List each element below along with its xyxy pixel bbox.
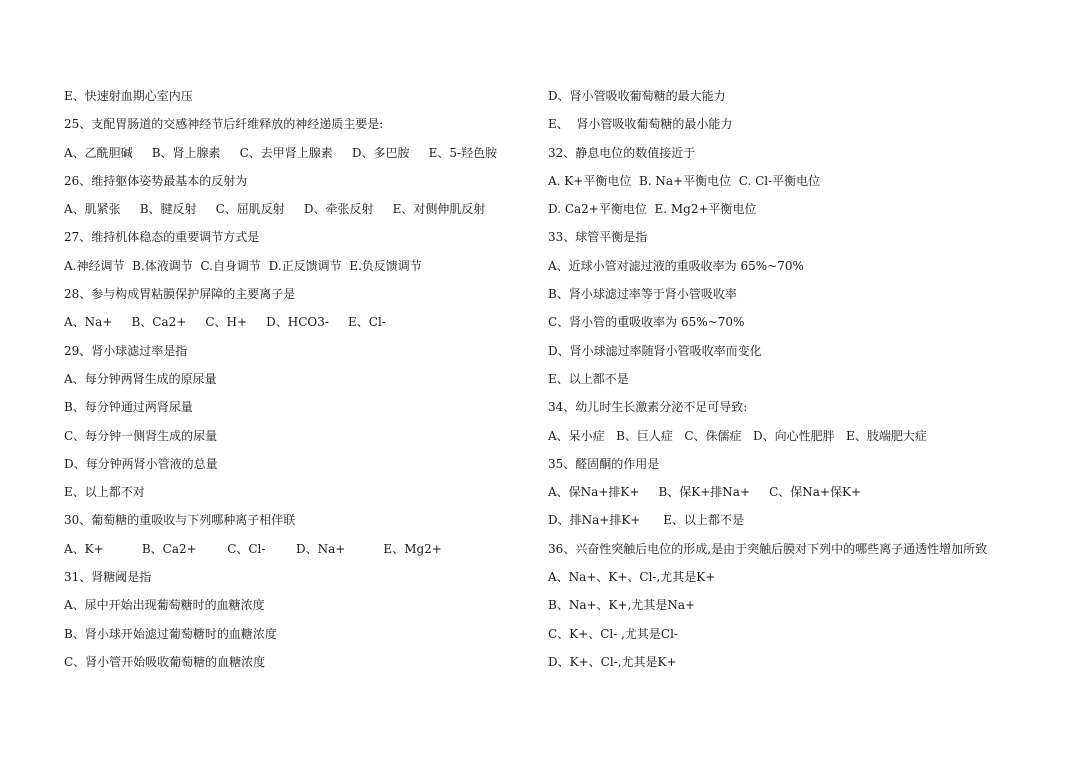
question-31: 31、肾糖阈是指 xyxy=(64,570,152,585)
option-33-a: A、近球小管对滤过液的重吸收率为 65%~70% xyxy=(548,258,804,273)
options-30: A、K+ B、Ca2+ C、Cl- D、Na+ E、Mg2+ xyxy=(64,541,442,556)
option-33-b: B、肾小球滤过率等于肾小管吸收率 xyxy=(548,287,737,302)
option-31-b: B、肾小球开始滤过葡萄糖时的血糖浓度 xyxy=(64,626,277,641)
options-34: A、呆小症 B、巨人症 C、侏儒症 D、向心性肥胖 E、肢端肥大症 xyxy=(548,428,927,443)
option-29-c: C、每分钟一侧肾生成的尿量 xyxy=(64,428,218,443)
option-31-c: C、肾小管开始吸收葡萄糖的血糖浓度 xyxy=(64,654,266,669)
option-33-e: E、以上都不是 xyxy=(548,371,629,386)
option-36-b: B、Na+、K+,尤其是Na+ xyxy=(548,598,696,613)
question-36: 36、兴奋性突触后电位的形成,是由于突触后膜对下列中的哪些离子通透性增加所致 xyxy=(548,541,988,556)
option-36-d: D、K+、Cl-,尤其是K+ xyxy=(548,654,677,669)
options-35-row2: D、排Na+排K+ E、以上都不是 xyxy=(548,513,744,528)
option-29-a: A、每分钟两肾生成的原尿量 xyxy=(64,371,217,386)
option-33-d: D、肾小球滤过率随肾小管吸收率而变化 xyxy=(548,343,762,358)
question-30: 30、葡萄糖的重吸收与下列哪种离子相伴联 xyxy=(64,513,296,528)
options-28: A、Na+ B、Ca2+ C、H+ D、HCO3- E、Cl- xyxy=(64,315,386,330)
options-26: A、肌紧张 B、腱反射 C、屈肌反射 D、牵张反射 E、对侧伸肌反射 xyxy=(64,202,486,217)
option-36-a: A、Na+、K+、Cl-,尤其是K+ xyxy=(548,570,716,585)
question-33: 33、球管平衡是指 xyxy=(548,230,648,245)
question-29: 29、肾小球滤过率是指 xyxy=(64,343,188,358)
option-29-d: D、每分钟两肾小管液的总量 xyxy=(64,456,218,471)
question-35: 35、醛固酮的作用是 xyxy=(548,456,660,471)
option-29-e: E、以上都不对 xyxy=(64,485,145,500)
question-28: 28、参与构成胃粘膜保护屏障的主要离子是 xyxy=(64,287,296,302)
option-31-e: E、 肾小管吸收葡萄糖的最小能力 xyxy=(548,117,733,132)
question-32: 32、静息电位的数值接近于 xyxy=(548,145,696,160)
question-25: 25、支配胃肠道的交感神经节后纤维释放的神经递质主要是: xyxy=(64,117,384,132)
option-31-d: D、肾小管吸收葡萄糖的最大能力 xyxy=(548,89,726,103)
option-31-a: A、尿中开始出现葡萄糖时的血糖浓度 xyxy=(64,598,265,613)
options-32-row2: D. Ca2+平衡电位 E. Mg2+平衡电位 xyxy=(548,202,757,217)
text-line: E、快速射血期心室内压 xyxy=(64,89,193,103)
question-34: 34、幼儿时生长激素分泌不足可导致: xyxy=(548,400,748,415)
question-26: 26、维持躯体姿势最基本的反射为 xyxy=(64,173,248,188)
option-36-c: C、K+、Cl- ,尤其是Cl- xyxy=(548,626,678,641)
question-27: 27、维持机体稳态的重要调节方式是 xyxy=(64,230,260,245)
right-column xyxy=(548,82,1048,676)
options-32-row1: A. K+平衡电位 B. Na+平衡电位 C. Cl-平衡电位 xyxy=(548,173,821,188)
option-29-b: B、每分钟通过两肾尿量 xyxy=(64,400,193,415)
option-33-c: C、肾小管的重吸收率为 65%~70% xyxy=(548,315,745,330)
left-column xyxy=(64,82,544,676)
options-27: A.神经调节 B.体液调节 C.自身调节 D.正反馈调节 E.负反馈调节 xyxy=(64,258,422,273)
options-25: A、乙酰胆碱 B、肾上腺素 C、去甲肾上腺素 D、多巴胺 E、5-羟色胺 xyxy=(64,145,498,160)
options-35-row1: A、保Na+排K+ B、保K+排Na+ C、保Na+保K+ xyxy=(548,485,861,500)
